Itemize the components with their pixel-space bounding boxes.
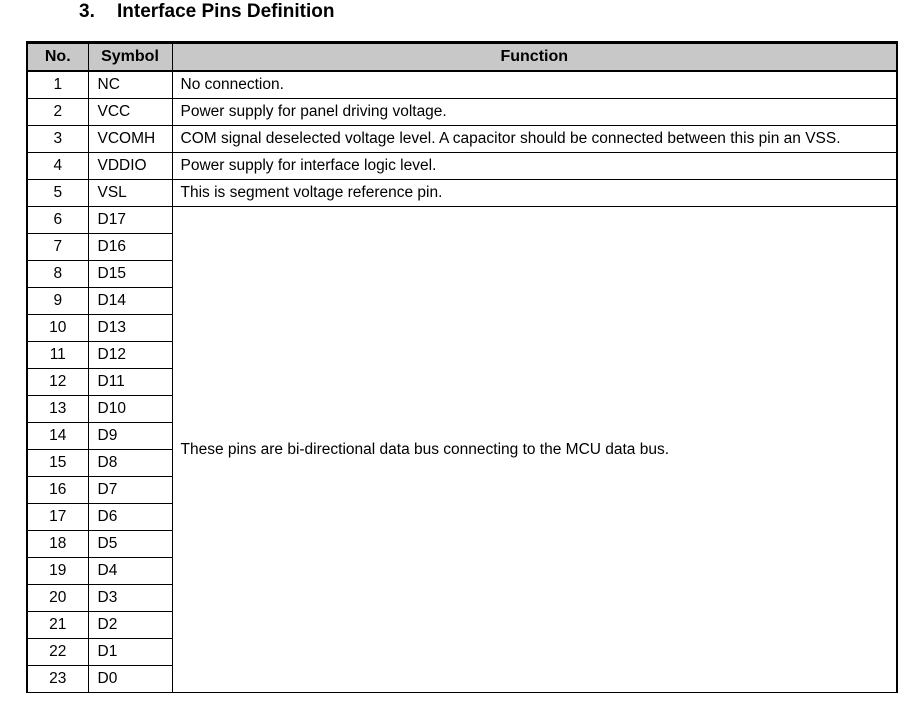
pin-number: 23 <box>27 666 88 693</box>
pin-function: Power supply for panel driving voltage. <box>172 99 897 126</box>
pin-number: 19 <box>27 558 88 585</box>
pin-symbol: VDDIO <box>88 153 172 180</box>
table-row <box>27 180 897 207</box>
pin-symbol: D17 <box>88 207 172 234</box>
pin-number: 8 <box>27 261 88 288</box>
pin-symbol: VCC <box>88 99 172 126</box>
pin-number: 12 <box>27 369 88 396</box>
table-row <box>27 207 897 234</box>
header-symbol: Symbol <box>88 43 172 72</box>
pin-number: 13 <box>27 396 88 423</box>
pin-symbol: D2 <box>88 612 172 639</box>
pin-definition-table <box>26 41 898 693</box>
table-row <box>27 99 897 126</box>
pin-symbol: D0 <box>88 666 172 693</box>
pin-symbol: D12 <box>88 342 172 369</box>
pin-symbol: D7 <box>88 477 172 504</box>
pin-symbol: NC <box>88 71 172 99</box>
pin-number: 16 <box>27 477 88 504</box>
pin-symbol: VSL <box>88 180 172 207</box>
table-header-row <box>27 43 897 72</box>
pin-symbol: D15 <box>88 261 172 288</box>
pin-number: 15 <box>27 450 88 477</box>
pin-number: 14 <box>27 423 88 450</box>
pin-number: 17 <box>27 504 88 531</box>
pin-number: 21 <box>27 612 88 639</box>
data-bus-function: These pins are bi-directional data bus connecting to the MCU data bus. <box>172 207 897 693</box>
pin-number: 3 <box>27 126 88 153</box>
pin-number: 22 <box>27 639 88 666</box>
pin-function: COM signal deselected voltage level. A capacitor should be connected between this pin an VSS. <box>172 126 897 153</box>
header-function: Function <box>172 43 897 72</box>
section-title: Interface Pins Definition <box>117 1 335 22</box>
pin-symbol: D14 <box>88 288 172 315</box>
pin-symbol: VCOMH <box>88 126 172 153</box>
pin-symbol: D11 <box>88 369 172 396</box>
header-no: No. <box>27 43 88 72</box>
pin-function: This is segment voltage reference pin. <box>172 180 897 207</box>
section-heading <box>79 0 334 24</box>
pin-number: 5 <box>27 180 88 207</box>
section-number: 3. <box>79 1 95 22</box>
pin-function: Power supply for interface logic level. <box>172 153 897 180</box>
pin-number: 11 <box>27 342 88 369</box>
pin-number: 18 <box>27 531 88 558</box>
pin-symbol: D8 <box>88 450 172 477</box>
pin-symbol: D13 <box>88 315 172 342</box>
pin-symbol: D1 <box>88 639 172 666</box>
pin-number: 10 <box>27 315 88 342</box>
pin-symbol: D9 <box>88 423 172 450</box>
pin-symbol: D10 <box>88 396 172 423</box>
table-body <box>27 71 897 693</box>
pin-symbol: D5 <box>88 531 172 558</box>
pin-symbol: D3 <box>88 585 172 612</box>
table-row <box>27 71 897 99</box>
table-row <box>27 126 897 153</box>
pin-number: 4 <box>27 153 88 180</box>
pin-number: 1 <box>27 71 88 99</box>
pin-symbol: D6 <box>88 504 172 531</box>
pin-number: 7 <box>27 234 88 261</box>
pin-number: 2 <box>27 99 88 126</box>
pin-symbol: D16 <box>88 234 172 261</box>
pin-function: No connection. <box>172 71 897 99</box>
pin-number: 9 <box>27 288 88 315</box>
pin-symbol: D4 <box>88 558 172 585</box>
table-row <box>27 153 897 180</box>
pin-number: 6 <box>27 207 88 234</box>
pin-number: 20 <box>27 585 88 612</box>
